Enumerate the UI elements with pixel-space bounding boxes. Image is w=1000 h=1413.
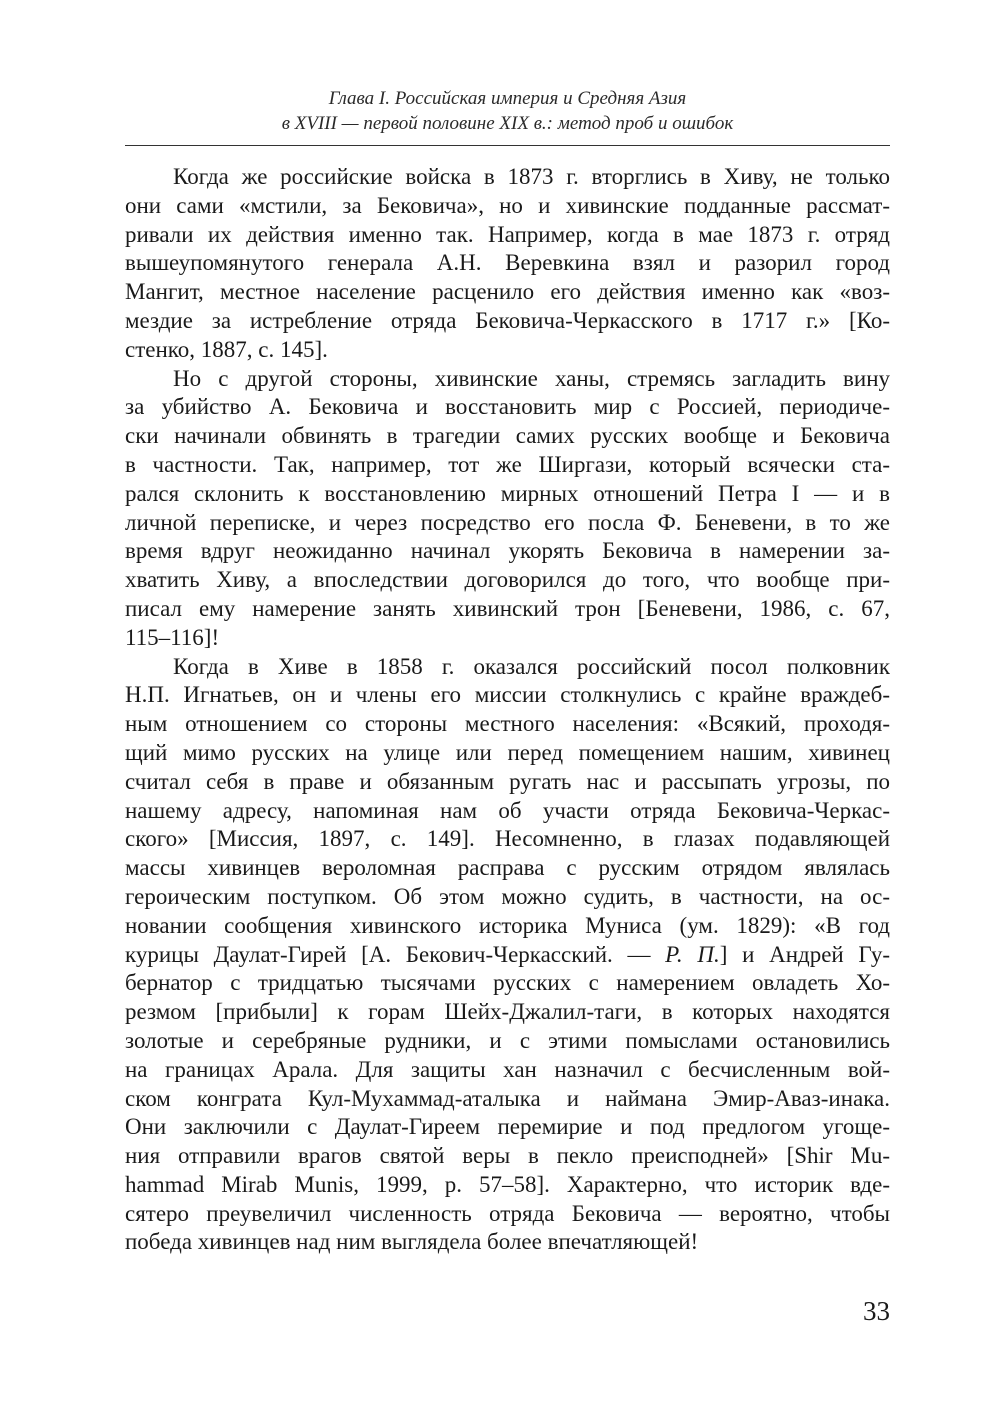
text-line: золотые и серебряные рудники, и с этими помыслами остановились bbox=[125, 1027, 890, 1053]
text-line: Н.П. Игнатьев, он и члены его миссии столкнулись с крайне враждеб- bbox=[125, 682, 890, 708]
page-number: 33 bbox=[863, 1296, 890, 1326]
text-line: hammad Mirab Munis, 1999, p. 57–58]. Характерно, что историк вде- bbox=[125, 1171, 890, 1197]
text-line: Мангит, местное население расценило его действия именно как «воз- bbox=[125, 279, 890, 305]
text-line: сятеро преувеличил численность отряда Бековича — вероятно, чтобы bbox=[125, 1200, 890, 1226]
body-text bbox=[125, 163, 890, 1257]
text-line: стенко, 1887, с. 145]. bbox=[125, 336, 328, 362]
text-line: Но с другой стороны, хивинские ханы, стремясь загладить вину bbox=[173, 365, 890, 391]
text-line: щий мимо русских на улице или перед помещением нашим, хивинец bbox=[125, 739, 890, 765]
text-line: курицы Даулат-Гирей [А. Бекович-Черкасский. — Р. П.] и Андрей Гу- bbox=[125, 941, 890, 967]
text-line: бернатор с тридцатью тысячами русских с намерением овладеть Хо- bbox=[125, 970, 890, 996]
text-line: личной переписке, и через посредство его посла Ф. Беневени, в то же bbox=[125, 509, 890, 535]
text-line: массы хивинцев вероломная расправа с русским отрядом являлась bbox=[125, 855, 890, 881]
text-line: писал ему намерение занять хивинский трон [Беневени, 1986, с. 67, bbox=[125, 595, 890, 621]
text-line: ния отправили врагов святой веры в пекло преисподней» [Shir Mu- bbox=[125, 1143, 890, 1169]
text-line: в частности. Так, например, тот же Ширгази, который всячески ста- bbox=[125, 451, 890, 477]
paragraph-3 bbox=[125, 653, 890, 1258]
text-line: резмом [прибыли] к горам Шейх-Джалил-таги, в которых находятся bbox=[125, 999, 890, 1025]
paragraph-1 bbox=[125, 163, 890, 365]
text-line: 115–116]! bbox=[125, 624, 220, 650]
running-head-line-1: Глава I. Российская империя и Средняя Азия bbox=[328, 88, 687, 109]
text-line: Когда в Хиве в 1858 г. оказался российский посол полковник bbox=[173, 653, 890, 679]
text-line: мездие за истребление отряда Бековича-Черкасского в 1717 г.» [Ко- bbox=[125, 307, 890, 333]
text-line: ского» [Миссия, 1897, с. 149]. Несомненно, в глазах подавляющей bbox=[125, 826, 890, 852]
text-line: за убийство А. Бековича и восстановить мир с Россией, периодиче- bbox=[125, 394, 890, 420]
header-divider bbox=[125, 145, 890, 146]
text-line: рался склонить к восстановлению мирных отношений Петра I — и в bbox=[125, 480, 890, 506]
text-line: ным отношением со стороны местного населения: «Всякий, проходя- bbox=[125, 711, 890, 737]
paragraph-2 bbox=[125, 365, 890, 653]
text-line: нашему адресу, напоминая нам об участи отряда Бековича-Черкас- bbox=[125, 797, 890, 823]
text-line: героическим поступком. Об этом можно судить, в частности, на ос- bbox=[125, 883, 890, 909]
text-line: Когда же российские войска в 1873 г. вторглись в Хиву, не только bbox=[173, 164, 890, 189]
text-line: на границах Арала. Для защиты хан назначил с бесчисленным вой- bbox=[125, 1056, 890, 1082]
text-line: хватить Хиву, а впоследствии договорился до того, что вообще при- bbox=[125, 567, 890, 593]
running-head-line-2: в XVIII — первой половине XIX в.: метод проб и ошибок bbox=[281, 113, 734, 134]
text-line: победа хивинцев над ним выглядела более впечатляющей! bbox=[125, 1229, 699, 1255]
text-line: считал себя в праве и обязанным ругать нас и рассыпать угрозы, по bbox=[125, 768, 890, 794]
text-line: Они заключили с Даулат-Гиреем перемирие и под предлогом угоще- bbox=[125, 1114, 890, 1140]
text-line: ском конграта Кул-Мухаммад-аталыка и наймана Эмир-Аваз-инака. bbox=[125, 1085, 890, 1111]
running-head bbox=[125, 86, 890, 136]
text-line: ски начинали обвинять в трагедии самих русских вообще и Бековича bbox=[125, 423, 890, 449]
text-line: новании сообщения хивинского историка Муниса (ум. 1829): «В год bbox=[125, 912, 890, 938]
text-line: вышеупомянутого генерала А.Н. Веревкина взял и разорил город bbox=[125, 250, 890, 276]
text-line: ривали их действия именно так. Например, когда в мае 1873 г. отряд bbox=[125, 221, 890, 247]
text-line: они сами «мстили, за Бековича», но и хивинские подданные рассмат- bbox=[125, 192, 890, 218]
text-line: время вдруг неожиданно начинал укорять Бековича в намерении за- bbox=[125, 538, 890, 564]
